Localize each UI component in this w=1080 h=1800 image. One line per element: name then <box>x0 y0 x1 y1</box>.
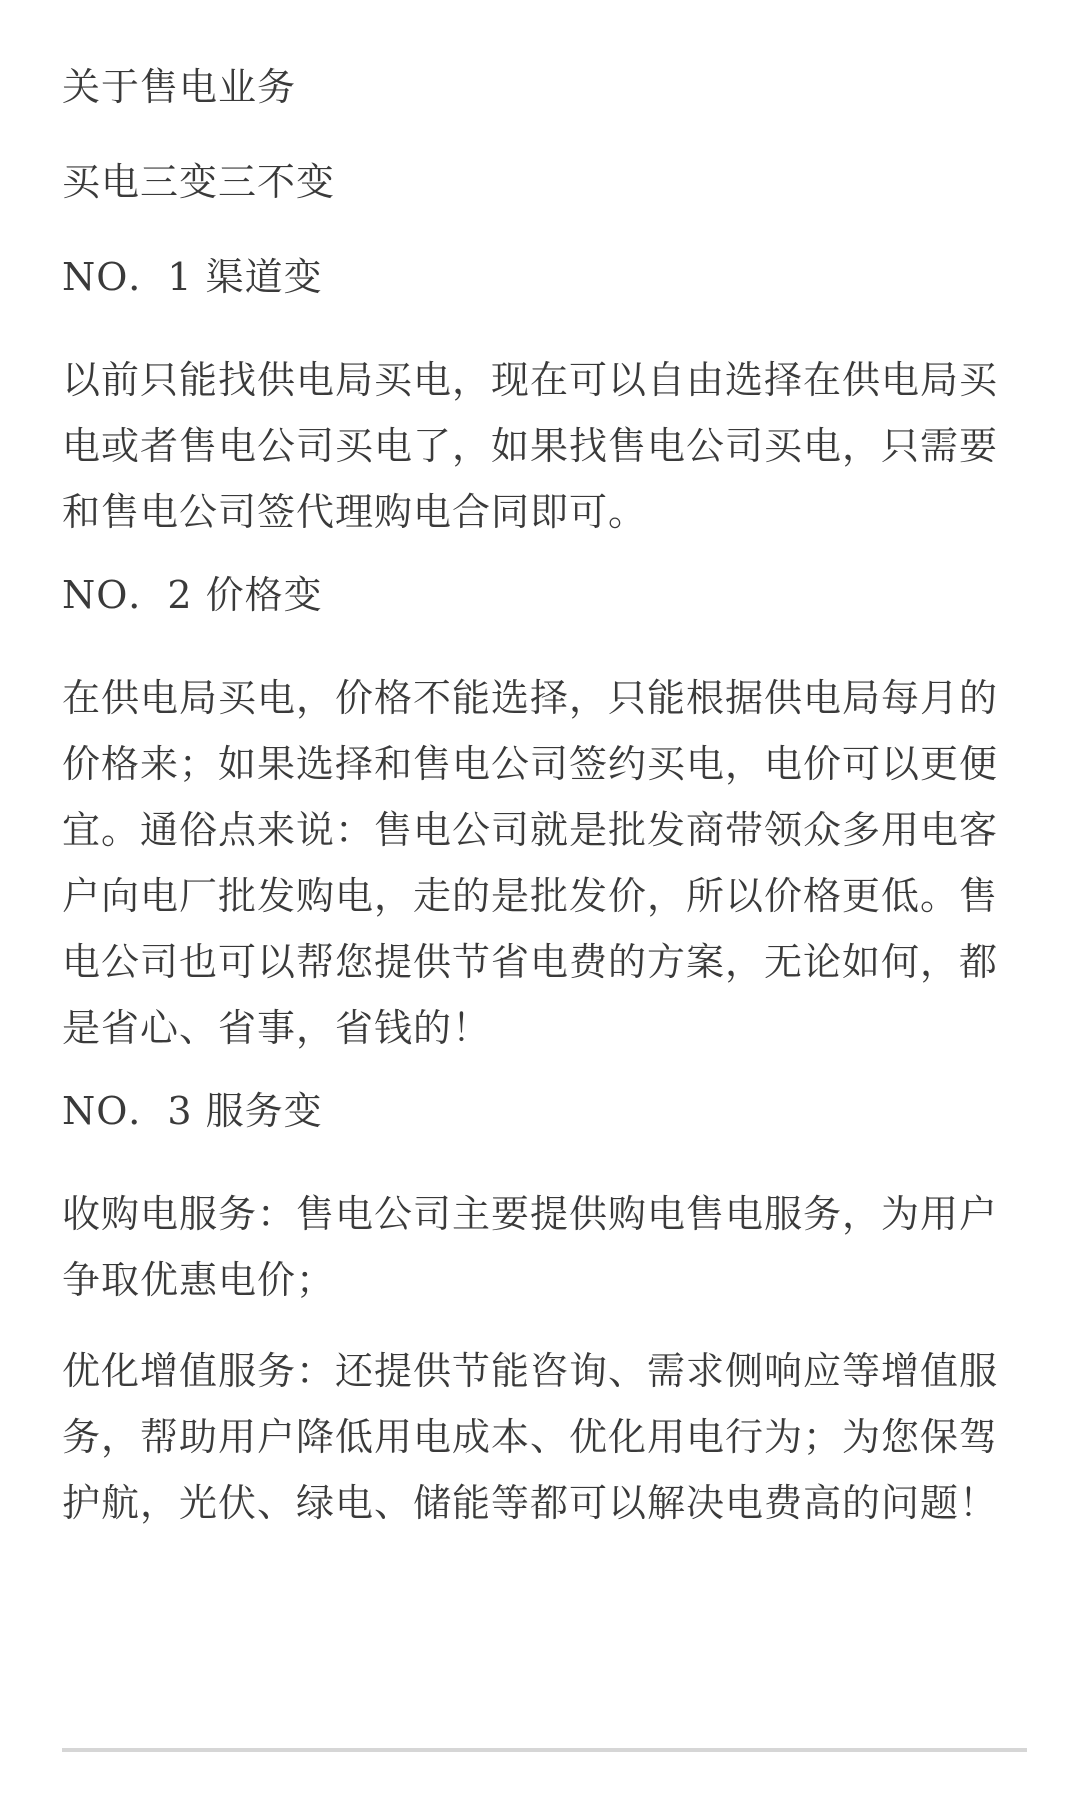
section-paragraph: 收购电服务：售电公司主要提供购电售电服务，为用户争取优惠电价； <box>62 1192 999 1302</box>
article <box>62 62 1027 1561</box>
article-title: 关于售电业务 <box>62 65 297 109</box>
section-paragraph: 在供电局买电，价格不能选择，只能根据供电局每月的价格来；如果选择和售电公司签约买电，电价可以更便宜。通俗点来说：售电公司就是批发商带领众多用电客户向电厂批发购电，走的是批发价，所以价格更低。售电公司也可以帮您提供节省电费的方案，无论如何，都是省心、省事，省钱的！ <box>62 676 999 1050</box>
article-subtitle: 买电三变三不变 <box>62 160 336 204</box>
bottom-divider <box>62 1748 1027 1752</box>
section-heading-1: NO．1 渠道变 <box>62 255 323 299</box>
section-heading-2: NO．2 价格变 <box>62 573 323 617</box>
section-paragraph: 以前只能找供电局买电，现在可以自由选择在供电局买电或者售电公司买电了，如果找售电公司买电，只需要和售电公司签代理购电合同即可。 <box>62 358 999 534</box>
section-heading-3: NO．3 服务变 <box>62 1089 323 1133</box>
section-paragraph: 优化增值服务：还提供节能咨询、需求侧响应等增值服务，帮助用户降低用电成本、优化用电行为；为您保驾护航，光伏、绿电、储能等都可以解决电费高的问题！ <box>62 1349 999 1525</box>
